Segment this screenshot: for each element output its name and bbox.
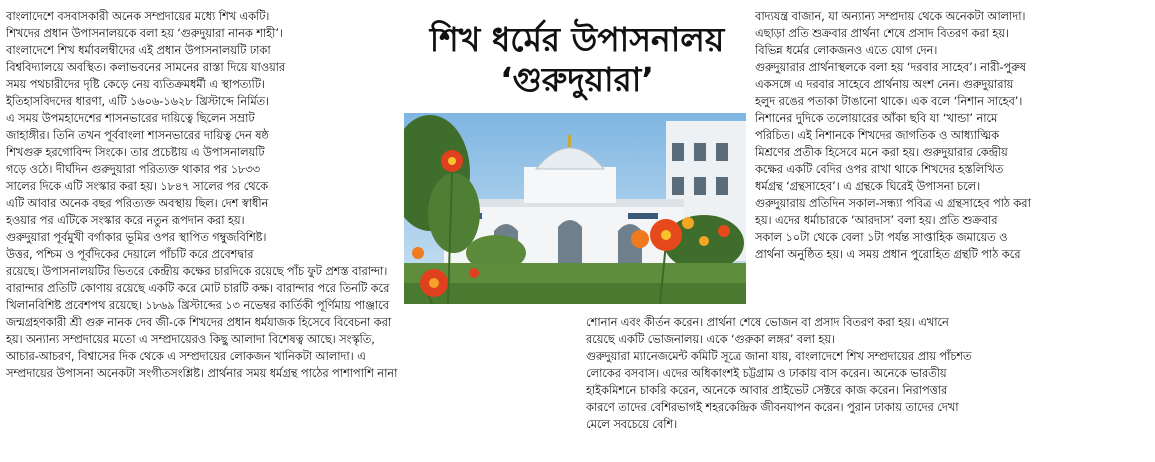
text-line: জন্মগ্রহণকারী শ্রী গুরু নানক দেব জী-কে শিখদের প্রধান ধর্মযাজক হিসেবে বিবেচনা করা bbox=[6, 315, 392, 329]
text-line: উত্তর, পশ্চিম ও পূর্বদিকের দেয়ালে পাঁচটি করে প্রবেশদ্বার bbox=[6, 247, 254, 261]
text-line: নিশানের দুদিকে তলোয়ারের আঁকা ছবি যা ‘খান্ডা’ নামে bbox=[755, 111, 998, 125]
text-line: বিশ্ববিদ্যালয়ে অবস্থিত। কলাভবনের সামনের রাস্তা দিয়ে যাওয়ার bbox=[6, 60, 286, 74]
text-line: গুরুদুয়ারা ম্যানেজমেন্ট কমিটি সূত্রে জানা যায়, বাংলাদেশে শিখ সম্প্রদায়ের প্রায় পাঁচশত bbox=[586, 349, 972, 363]
text-line: এছাড়া প্রতি শুক্রবার প্রার্থনা শেষে প্রসাদ বিতরণ করা হয়। bbox=[755, 26, 1009, 40]
text-line: কারণে তাদের বেশিরভাগই শহরকেন্দ্রিক জীবনযাপন করেন। পুরান ঢাকায় তাদের দেখা bbox=[586, 400, 959, 414]
text-line: হলুদ রঙের পতাকা টাঙানো থাকে। এক বলে ‘নিশান সাহেব’। bbox=[755, 94, 1023, 108]
text-line: শিখগুরু হরগোবিন্দ সিংকে। তার প্রচেষ্টায় এ উপাসনালয়টি bbox=[6, 145, 265, 159]
text-line: গড়ে ওঠে। দীর্ঘদিন গুরুদুয়ারা পরিত্যক্ত থাকার পর ১৮৩৩ bbox=[6, 162, 260, 176]
text-line: একসঙ্গে এ দরবার সাহেবে প্রার্থনায় অংশ নেন। গুরুদুয়ারায় bbox=[755, 77, 1014, 91]
text-line: রয়েছে। উপাসনালয়টির ভিতরে কেন্দ্রীয় কক্ষের চারদিকে রয়েছে পাঁচ ফুট প্রশস্ত বারান্দা। bbox=[6, 264, 388, 278]
article-headline bbox=[404, 20, 750, 100]
headline-line-1: শিখ ধর্মের উপাসনালয় bbox=[429, 20, 725, 59]
article-bottom-column bbox=[586, 314, 1151, 433]
text-line: খিলানবিশিষ্ট প্রবেশপথ রয়েছে। ১৮৬৯ খ্রিস্টাব্দের ১৩ নভেম্বর কার্তিকী পূর্ণিমায় পাঞ্জাবে bbox=[6, 298, 389, 312]
headline-line-2: ‘গুরুদুয়ারা’ bbox=[500, 60, 654, 99]
text-line: বারান্দার প্রতিটি কোণায় রয়েছে একটি করে মোট চারটি কক্ষ। বারান্দার পরে তিনটি করে bbox=[6, 281, 390, 295]
text-line: হওয়ার পর এটিকে সংস্কার করে নতুন রূপদান করা হয়। bbox=[6, 213, 245, 227]
text-line: হয়। এদের ধর্মাচারকে ‘আরদাস’ বলা হয়। প্রতি শুক্রবার bbox=[755, 213, 998, 227]
text-line: বাংলাদেশে বসবাসকারী অনেক সম্প্রদায়ের মধ্যে শিখ একটি। bbox=[6, 9, 270, 23]
text-line: এটি আবার অনেক বছর পরিত্যক্ত অবস্থায় ছিল। দেশ স্বাধীন bbox=[6, 196, 269, 210]
text-line: গুরুদুয়ারার প্রার্থনাস্থলকে বলা হয় ‘দরবার সাহেব’। নারী-পুরুষ bbox=[755, 60, 1026, 74]
text-line: শিখদের প্রধান উপাসনালয়কে বলা হয় ‘গুরুদুয়ারা নানক শাহী’। bbox=[6, 26, 283, 40]
text-line: পরিচিত। এই নিশানকে শিখদের জাগতিক ও আধ্যাত্মিক bbox=[755, 128, 999, 142]
gurdwara-photo bbox=[404, 113, 746, 304]
text-line: সালের দিকে এটি সংস্কার করা হয়। ১৮৪৭ সালের পর থেকে bbox=[6, 179, 268, 193]
text-line: সম্প্রদায়ের উপাসনা অনেকটা সংগীতসংশ্লিষ্ট। প্রার্থনার সময় ধর্মগ্রন্থ পাঠের পাশাপাশি নানা bbox=[6, 366, 398, 380]
text-line: রয়েছে একটি ভোজনালয়। একে ‘গুরুকা লঙ্গর’ বলা হয়। bbox=[586, 332, 835, 346]
text-line: ইতিহাসবিদদের ধারণা, এটি ১৬০৬-১৬২৮ খ্রিস্টাব্দে নির্মিত। bbox=[6, 94, 269, 108]
text-line: বাংলাদেশে শিখ ধর্মাবলম্বীদের এই প্রধান উপাসনালয়টি ঢাকা bbox=[6, 43, 271, 57]
text-line: প্রার্থনা অনুষ্ঠিত হয়। এ সময় প্রধান পুরোহিত গ্রন্থটি পাঠ করে bbox=[755, 247, 1021, 261]
text-line: এ সময় উপমহাদেশের শাসনভারের দায়িত্বে ছিলেন সম্রাট bbox=[6, 111, 255, 125]
text-line: গুরুদুয়ারায় প্রতিদিন সকাল-সন্ধ্যা পবিত্র এ গ্রন্থসাহেব পাঠ করা bbox=[755, 196, 1031, 210]
text-line: ধর্মগ্রন্থ ‘গ্রন্থসাহেব’। এ গ্রন্থকে ঘিরেই উপাসনা চলে। bbox=[755, 179, 981, 193]
text-line: মিশ্রণের প্রতীক হিসেবে মনে করা হয়। গুরুদুয়ারার কেন্দ্রীয় bbox=[755, 145, 1008, 159]
text-line: বিভিন্ন ধর্মের লোকজনও এতে যোগ দেন। bbox=[755, 43, 938, 57]
text-line: লোকের বসবাস। এদের অধিকাংশই চট্টগ্রাম ও ঢাকায় বাস করেন। অনেকে ভারতীয় bbox=[586, 366, 947, 380]
text-line: জাহাঙ্গীর। তিনি তখন পূর্ববাংলা শাসনভারের দায়িত্ব দেন ষষ্ঠ bbox=[6, 128, 269, 142]
text-line: গুরুদুয়ারা পূর্বমুখী বর্গাকার ভূমির ওপর স্থাপিত গম্বুজবিশিষ্ট। bbox=[6, 230, 267, 244]
text-line: হাইকমিশনে চাকরি করেন, অনেকে আবার প্রাইভেট সেক্টরে কাজ করেন। নিরাপত্তার bbox=[586, 383, 948, 397]
article-right-column bbox=[755, 8, 1151, 263]
text-line: সকাল ১০টা থেকে বেলা ১টা পর্যন্ত সাপ্তাহিক জমায়েত ও bbox=[755, 230, 1008, 244]
text-line: হয়। অন্যান্য সম্প্রদায়ের মতো এ সম্প্রদায়েরও কিছু আলাদা বিশেষত্ব আছে। সংস্কৃতি, bbox=[6, 332, 375, 346]
text-line: কক্ষের একটি বেদির ওপর রাখা থাকে শিখদের হস্তলিখিত bbox=[755, 162, 1004, 176]
text-line: বাদ্যযন্ত্র বাজান, যা অন্যান্য সম্প্রদায় থেকে অনেকটা আলাদা। bbox=[755, 9, 1026, 23]
text-line: আচার-আচরণ, বিশ্বাসের দিক থেকে এ সম্প্রদায়ের লোকজন খানিকটা আলাদা। এ bbox=[6, 349, 366, 363]
text-line: সময় পথচারীদের দৃষ্টি কেড়ে নেয় ব্যতিক্রমধর্মী এ স্থাপত্যটি। bbox=[6, 77, 265, 91]
text-line: শোনান এবং কীর্তন করেন। প্রার্থনা শেষে ভোজন বা প্রসাদ বিতরণ করা হয়। এখানে bbox=[586, 315, 949, 329]
text-line: মেলে সবচেয়ে বেশি। bbox=[586, 417, 678, 431]
